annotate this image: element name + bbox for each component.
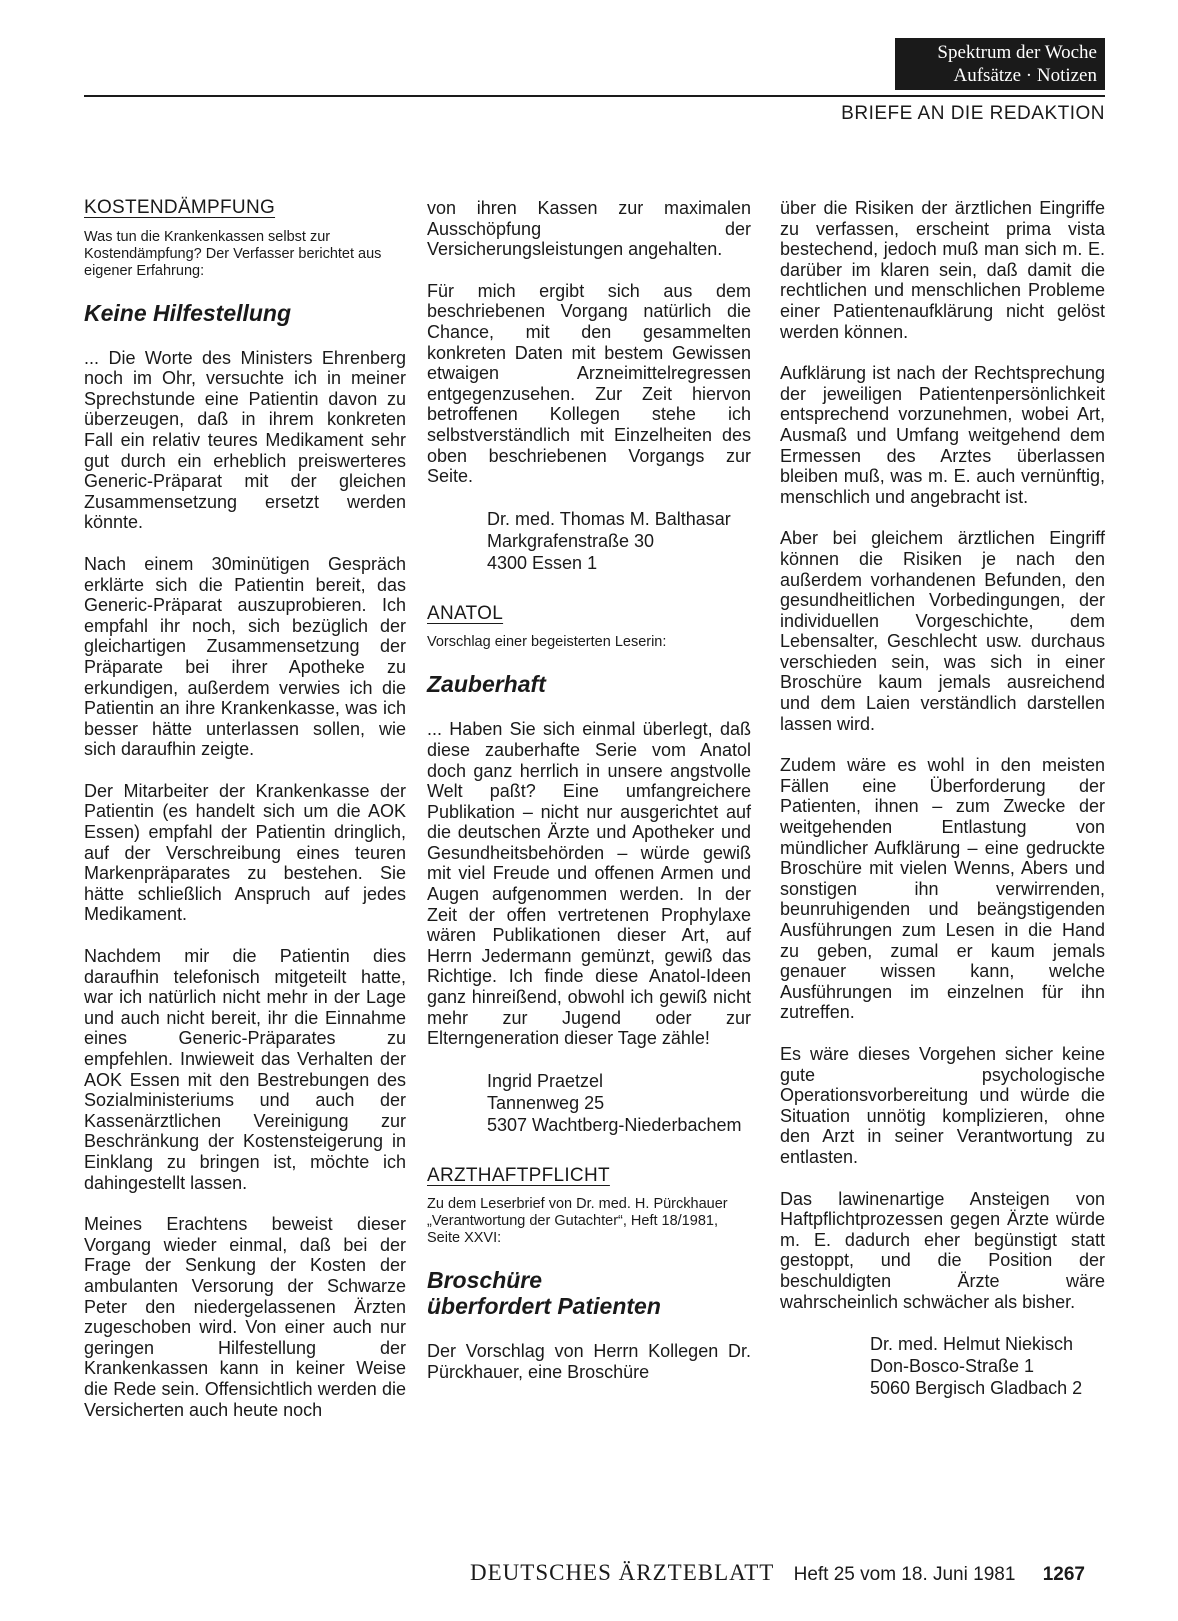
signature-city: 4300 Essen 1 [487, 552, 598, 573]
article-headline: Keine Hilfestellung [84, 299, 292, 326]
article-headline: Zauberhaft [427, 671, 546, 698]
paragraph: Der Vorschlag von Herrn Kollegen Dr. Pürckhauer, eine Broschüre [427, 1341, 751, 1382]
page-number: 1267 [1042, 1564, 1085, 1585]
column-2 [427, 198, 751, 1404]
column-3 [780, 198, 1105, 1429]
signature-name: Dr. med. Thomas M. Balthasar [487, 508, 731, 529]
article-kicker: ANATOL [427, 602, 504, 624]
article-kicker: KOSTENDÄMPFUNG [84, 197, 276, 218]
paragraph: über die Risiken der ärztlichen Eingriffe zu verfassen, erscheint prima vista bestechend, jedoch muß man sich m. E. darüber im klaren sein, daß damit die rechtlichen und menschlichen Probleme einer Patientenaufklärung nicht gelöst werden können. [780, 198, 1105, 342]
article-intro: Vorschlag einer begeisterten Leserin: [427, 634, 667, 651]
page-footer [470, 1560, 1085, 1586]
signature-block [427, 1070, 751, 1136]
signature-name: Ingrid Praetzel [487, 1070, 604, 1091]
article-intro: Zu dem Leserbrief von Dr. med. H. Pürckhauer „Verantwortung der Gutachter“, Heft 18/1981, Seite XXVI: [427, 1196, 728, 1247]
article-kicker: ARZTHAFTPFLICHT [427, 1164, 610, 1186]
paragraph: ... Haben Sie sich einmal überlegt, daß diese zauberhafte Serie vom Anatol doch ganz herrlich in unsere angstvolle Welt paßt? Eine umfangreichere Publikation – nicht nur ausgerichtet auf die deutschen Ärzte und Apotheker und Gesundheitsbehörden – würde gewiß mit viel Freude und offenen Armen und Augen aufgenommen werden. In der Zeit der offen vertretenen Prophylaxe wären Publikationen dieser Art, auf Herrn Jedermann gemünzt, gewiß das Richtige. Ich finde diese Anatol-Ideen ganz hinreißend, obwohl ich gewiß nicht mehr zur Jugend oder zur Elterngeneration dieser Tage zähle! [427, 719, 751, 1049]
paragraph: Nach einem 30minütigen Gespräch erklärte sich die Patientin bereit, das Generic-Präparat auszuprobieren. Ich empfahl ihr noch, sich bezüglich der gleichartigen Zusammensetzung der Präparate bei ihrer Apotheke zu erkundigen, außerdem verwies ich die Patientin an ihre Krankenkasse, was ich besser hätte unterlassen sollen, wie sich daraufhin zeigte. [84, 553, 406, 760]
signature-block [427, 508, 751, 574]
section-badge-line1: Spektrum der Woche [937, 42, 1097, 63]
signature-city: 5307 Wachtberg-Niederbachem [487, 1114, 742, 1135]
paragraph: Meines Erachtens beweist dieser Vorgang wieder einmal, daß bei der Frage der Senkung der Kosten der ambulanten Versorung der Schwarze Peter den niedergelassenen Ärzten zugeschoben wird. Von einer auch nur geringen Hilfestellung der Krankenkassen kann in keiner Weise die Rede sein. Offensichtlich werden die Versicherten auch heute noch [84, 1214, 406, 1420]
section-badge [895, 38, 1105, 90]
signature-city: 5060 Bergisch Gladbach 2 [870, 1378, 1083, 1399]
header-rule [84, 95, 1105, 97]
headline-line: überfordert Patienten [427, 1293, 661, 1320]
paragraph: Aufklärung ist nach der Rechtsprechung der jeweiligen Patientenpersönlichkeit entsprechend vorzunehmen, wobei Art, Ausmaß und Umfang weitgehend dem Ermessen des Arztes überlassen bleiben muß, was m. E. auch vernünftig, menschlich und angebracht ist. [780, 363, 1105, 507]
article-headline [427, 1267, 751, 1319]
signature-block [780, 1333, 1105, 1399]
paragraph: Das lawinenartige Ansteigen von Haftpflichtprozessen gegen Ärzte würde m. E. dadurch eher begünstigt statt gestoppt, und die Position der beschuldigten Ärzte wäre wahrscheinlich schwächer als bisher. [780, 1188, 1105, 1312]
section-title: BRIEFE AN DIE REDAKTION [841, 103, 1105, 124]
paragraph: von ihren Kassen zur maximalen Ausschöpfung der Versicherungsleistungen angehalten. [427, 198, 751, 260]
paragraph: ... Die Worte des Ministers Ehrenberg noch im Ohr, versuchte ich in meiner Sprechstunde eine Patientin davon zu überzeugen, daß in ihrem konkreten Fall ein relativ teures Medikament sehr gut durch ein erheblich preiswerteres Generic-Präparat mit der gleichen Zusammensetzung ersetzt werden könnte. [84, 347, 406, 533]
paragraph: Nachdem mir die Patientin dies daraufhin telefonisch mitgeteilt hatte, war ich natürlich nicht mehr in der Lage und auch nicht bereit, ihr die Einnahme eines Generic-Präparates zu empfehlen. Inwieweit das Verhalten der AOK Essen mit den Bestrebungen des Sozialministeriums und auch der Kassenärztlichen Vereinigung zur Beschränkung der Kostensteigerung in Einklang zu bringen ist, möchte ich dahingestellt lassen. [84, 946, 406, 1193]
paragraph: Der Mitarbeiter der Krankenkasse der Patientin (es handelt sich um die AOK Essen) empfahl der Patientin dringlich, auf der Verschreibung eines teuren Markenpräparates zu bestehen. Sie hätte schließlich Anspruch auf jedes Medikament. [84, 780, 406, 925]
masthead: DEUTSCHES ÄRZTEBLATT [470, 1560, 775, 1585]
column-1 [84, 198, 406, 1441]
section-badge-line2: Aufsätze · Notizen [953, 65, 1097, 86]
paragraph: Es wäre dieses Vorgehen sicher keine gute psychologische Operationsvorbereitung und würde die Situation unnötig komplizieren, ohne den Arzt in seiner Verantwortung zu entlasten. [780, 1043, 1105, 1167]
headline-line: Broschüre [427, 1267, 543, 1294]
signature-street: Don-Bosco-Straße 1 [870, 1356, 1035, 1377]
paragraph: Für mich ergibt sich aus dem beschriebenen Vorgang natürlich die Chance, mit den gesammelten konkreten Daten mit bestem Gewissen etwaigen Arzneimittelregressen entgegenzusehen. Zur Zeit hiervon betroffenen Kollegen stehe ich selbstverständlich mit Einzelheiten des oben beschriebenen Vorgangs zur Seite. [427, 280, 751, 487]
paragraph: Zudem wäre es wohl in den meisten Fällen eine Überforderung der Patienten, ihnen – zum Zwecke der weitgehenden Entlastung von mündlicher Aufklärung – eine gedruckte Broschüre mit vielen Wenns, Abers und sonstigen ihn verwirrenden, beunruhigenden und beängstigenden Ausführungen zum Lesen in die Hand zu geben, zumal er kaum jemals genauer wissen kann, welche Ausführungen im einzelnen für ihn zutreffen. [780, 755, 1105, 1023]
article-intro: Was tun die Krankenkassen selbst zur Kostendämpfung? Der Verfasser berichtet aus eigener Erfahrung: [84, 228, 382, 279]
signature-name: Dr. med. Helmut Niekisch [870, 1334, 1074, 1355]
issue-info: Heft 25 vom 18. Juni 1981 [793, 1564, 1016, 1585]
paragraph: Aber bei gleichem ärztlichen Eingriff können die Risiken je nach den außerdem vorhandenen Befunden, den gesundheitlichen Vorbedingungen, der individuellen Vorgeschichte, dem Lebensalter, Geschlecht usw. durchaus verschieden sein, was sich in einer Broschüre kaum jemals ausreichend und dem Laien verständlich darstellen lassen wird. [780, 528, 1105, 734]
signature-street: Tannenweg 25 [487, 1092, 605, 1113]
signature-street: Markgrafenstraße 30 [487, 530, 655, 551]
